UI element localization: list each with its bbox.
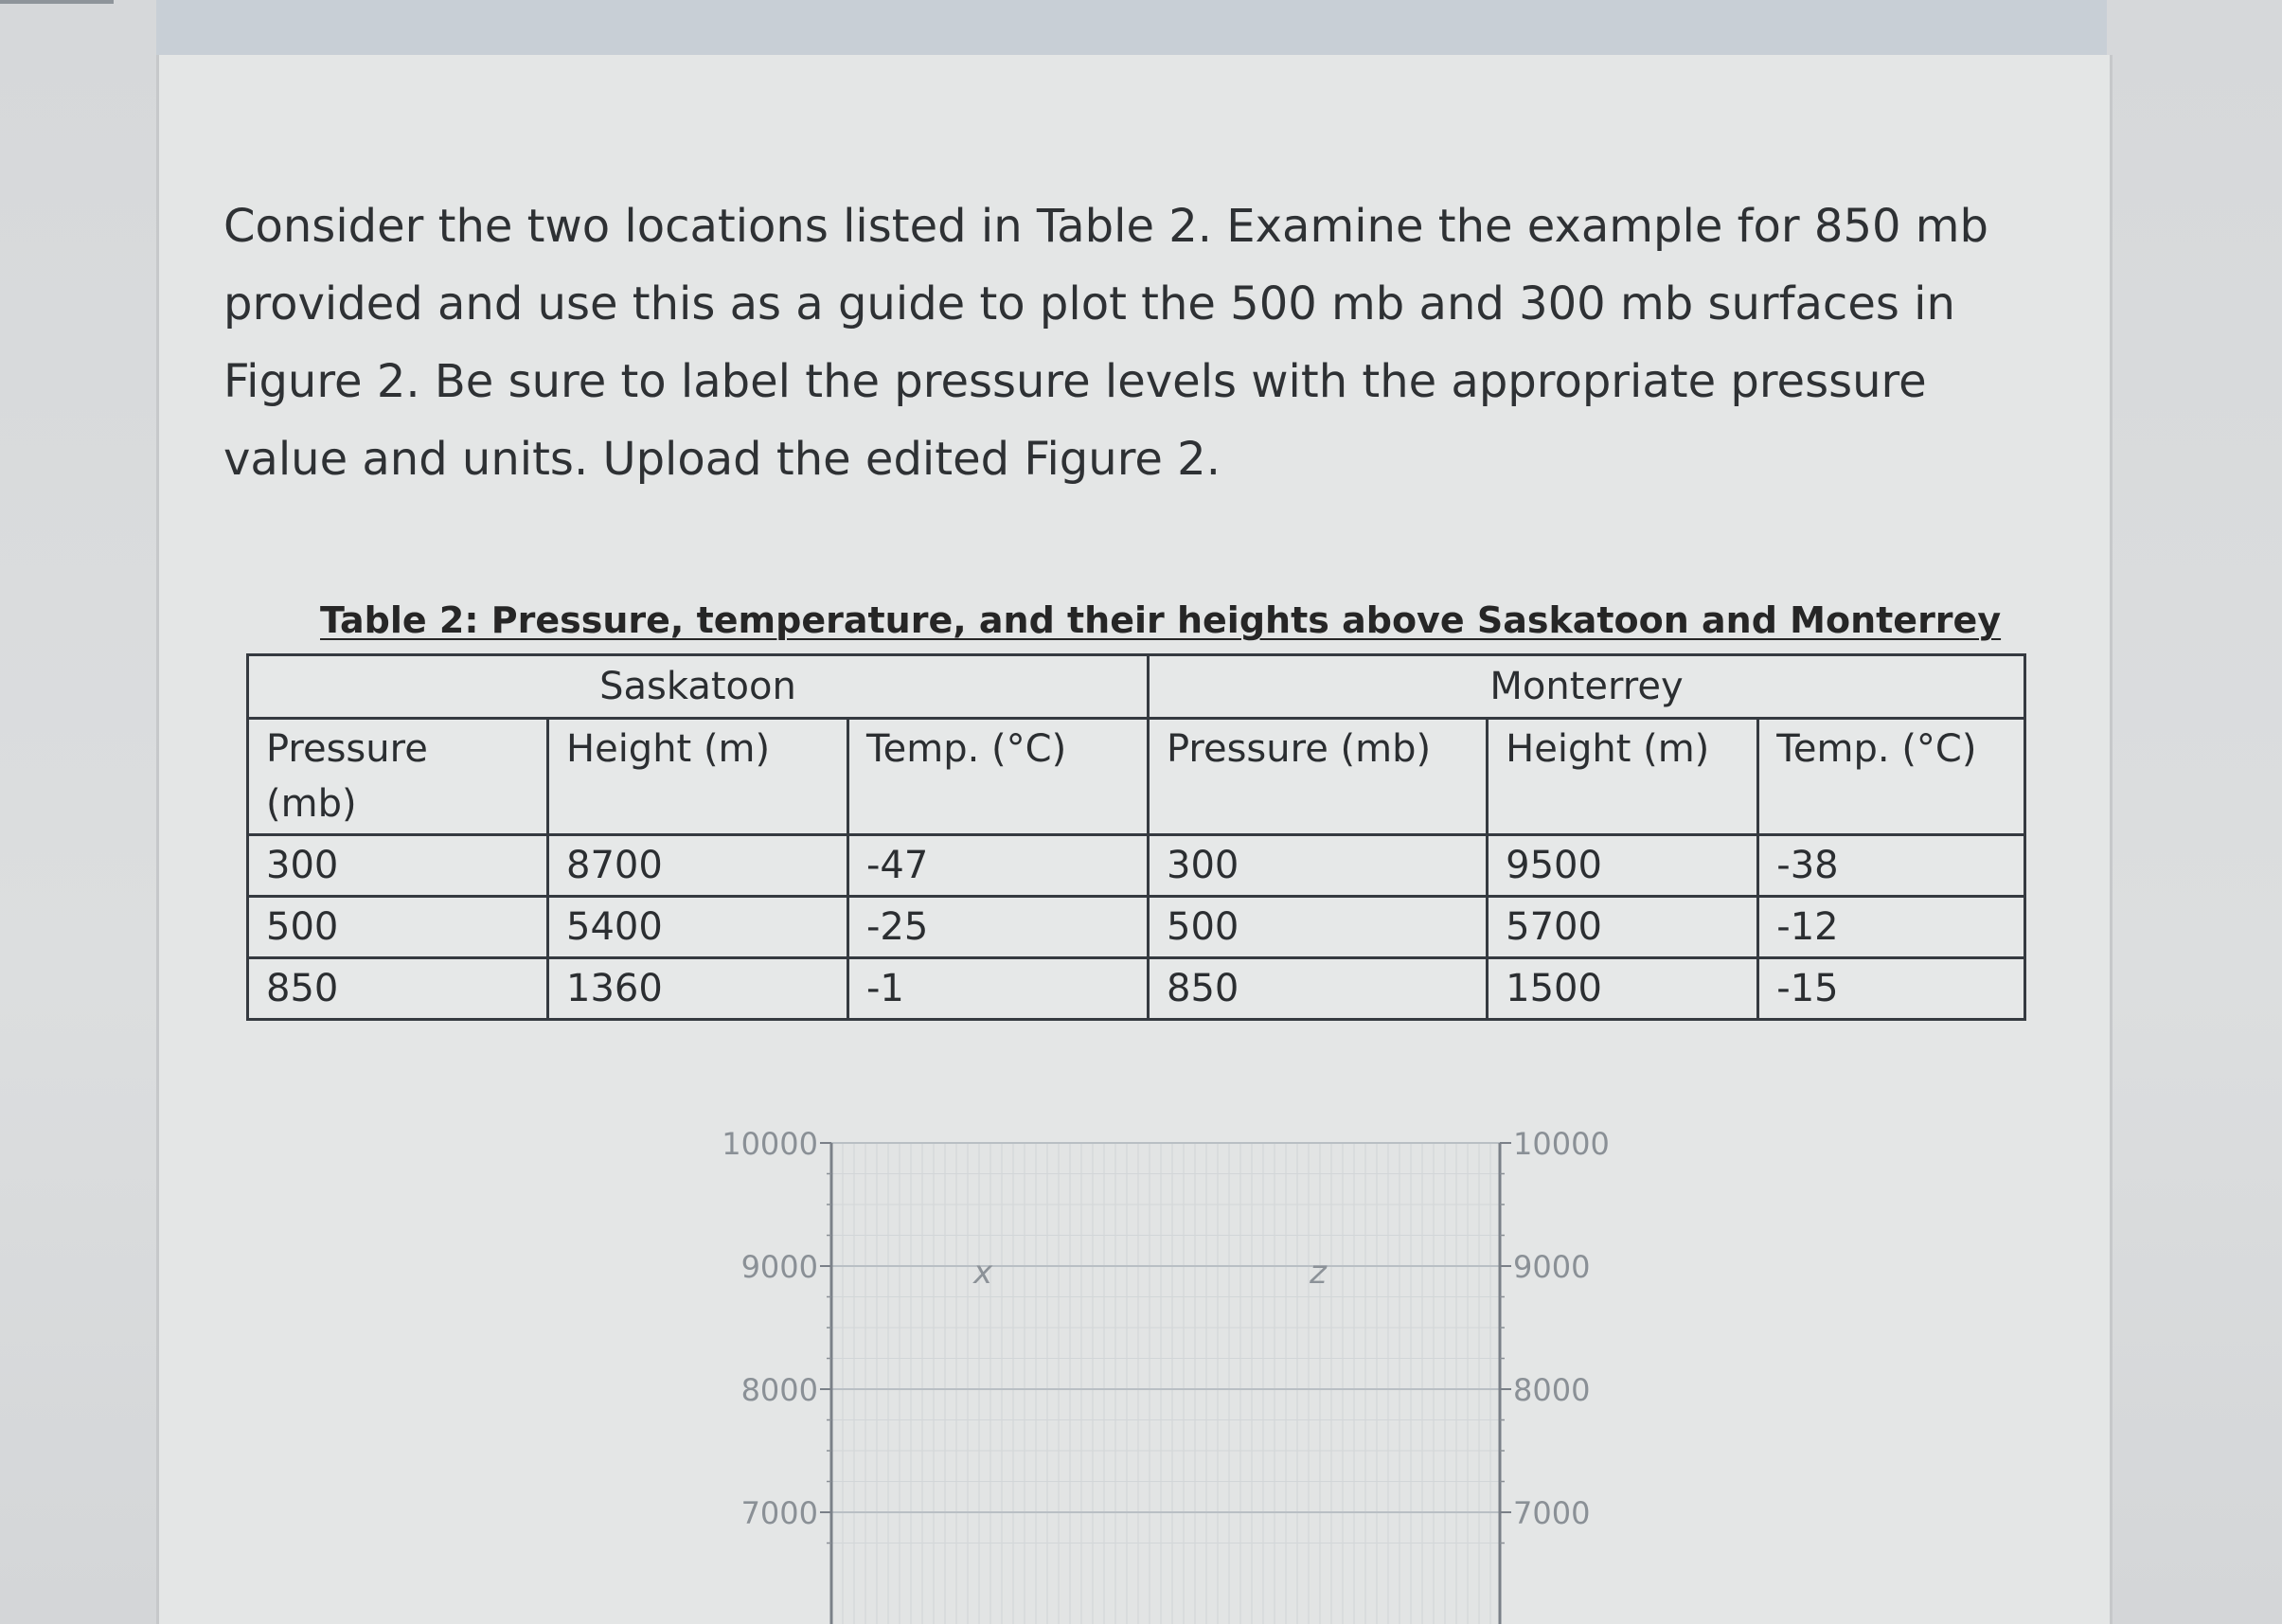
left-tick-label: 8000 <box>740 1372 818 1408</box>
table-cell: -25 <box>848 897 1149 958</box>
figure-2-svg <box>663 1098 1695 1624</box>
pressure-table <box>246 653 2026 1021</box>
table-row <box>248 958 2025 1020</box>
header-height-monterrey: Height (m) <box>1488 719 1758 835</box>
corner-marker <box>0 0 114 4</box>
table-row <box>248 897 2025 958</box>
marker-label-x: x <box>972 1254 993 1292</box>
header-pressure-saskatoon: Pressure (mb) <box>248 719 548 835</box>
figure-2-chart <box>663 1098 1695 1624</box>
table-cell: -47 <box>848 835 1149 897</box>
table-cell: 300 <box>1149 835 1488 897</box>
table-cell: -12 <box>1758 897 2025 958</box>
table-cell: 850 <box>248 958 548 1020</box>
table-cell: 500 <box>248 897 548 958</box>
group-monterrey: Monterrey <box>1149 655 2025 719</box>
left-tick-label: 9000 <box>740 1249 818 1285</box>
table-group-row <box>248 655 2025 719</box>
right-tick-label: 7000 <box>1513 1495 1591 1531</box>
header-temp-saskatoon: Temp. (°C) <box>848 719 1149 835</box>
left-tick-label: 7000 <box>740 1495 818 1531</box>
table-header-row <box>248 719 2025 835</box>
table-cell: -15 <box>1758 958 2025 1020</box>
table-cell: 1360 <box>548 958 848 1020</box>
left-tick-label: 10000 <box>722 1126 818 1162</box>
right-tick-label: 10000 <box>1513 1126 1610 1162</box>
group-saskatoon: Saskatoon <box>248 655 1149 719</box>
table-caption: Table 2: Pressure, temperature, and their heights above Saskatoon and Monterrey <box>320 599 2002 641</box>
table-cell: 5400 <box>548 897 848 958</box>
table-cell: -1 <box>848 958 1149 1020</box>
table-cell: 1500 <box>1488 958 1758 1020</box>
table-cell: 9500 <box>1488 835 1758 897</box>
table-cell: 5700 <box>1488 897 1758 958</box>
marker-label-z: z <box>1310 1254 1327 1292</box>
question-text: Consider the two locations listed in Table 2. Examine the example for 850 mb provided and use this as a guide to plot the 500 mb and 300 mb surfaces in Figure 2. Be sure to label the pressure levels with the appropriate pressure value and units. Upload the edited Figure 2. <box>223 200 1989 486</box>
header-height-saskatoon: Height (m) <box>548 719 848 835</box>
table-cell: 300 <box>248 835 548 897</box>
right-tick-label: 9000 <box>1513 1249 1591 1285</box>
table-cell: 8700 <box>548 835 848 897</box>
header-temp-monterrey: Temp. (°C) <box>1758 719 2025 835</box>
table-cell: -38 <box>1758 835 2025 897</box>
header-pressure-monterrey: Pressure (mb) <box>1149 719 1488 835</box>
table-cell: 500 <box>1149 897 1488 958</box>
table-row <box>248 835 2025 897</box>
window-top-bar <box>156 0 2107 57</box>
right-tick-label: 8000 <box>1513 1372 1591 1408</box>
table-cell: 850 <box>1149 958 1488 1020</box>
